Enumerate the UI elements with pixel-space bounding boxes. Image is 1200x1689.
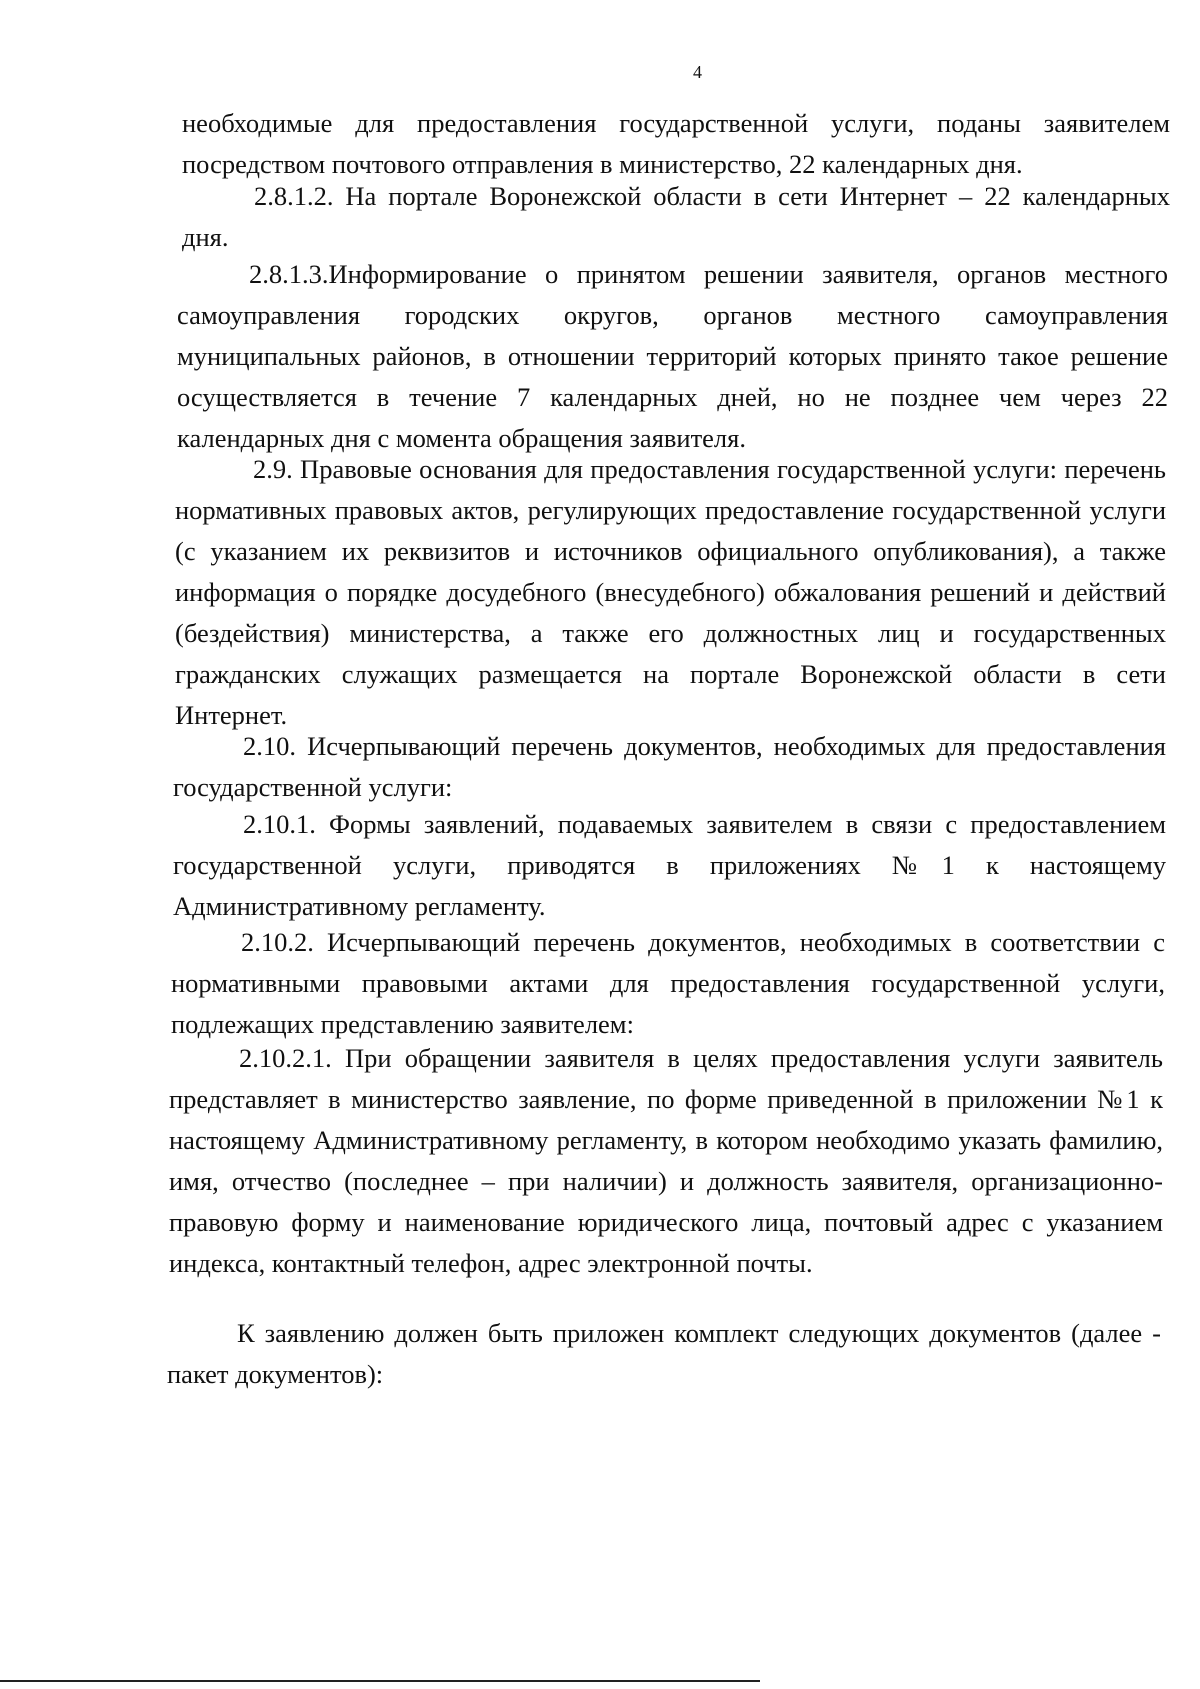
paragraph-2-10-2: 2.10.2. Исчерпывающий перечень документов, необходимых в соответствии с нормативными правовыми актами для предоставления государственной услуги, подлежащих представлению заявителем: [171,927,1165,1039]
paragraph-2-8-1-2: 2.8.1.2. На портале Воронежской области в сети Интернет – 22 календарных дня. [182,181,1170,252]
paragraph-2-10-2-1: 2.10.2.1. При обращении заявителя в целях предоставления услуги заявитель представляет в министерство заявление, по форме приведенной в приложении №1 к настоящему Административному регламенту, в котором необходимо указать фамилию, имя, отчество (последнее – при наличии) и должность заявителя, организационно-правовую форму и наименование юридического лица, почтовый адрес с указанием индекса, контактный телефон, адрес электронной почты. [169,1043,1163,1278]
page-number: 4 [693,62,702,82]
paragraph-2-10: 2.10. Исчерпывающий перечень документов, необходимых для предоставления государственной услуги: [173,731,1166,802]
bottom-edge-line [0,1680,760,1682]
paragraph-2-9: 2.9. Правовые основания для предоставления государственной услуги: перечень нормативных правовых актов, регулирующих предоставление государственной услуги (с указанием их реквизитов и источников официального опубликования), а также информация о порядке досудебного (внесудебного) обжалования решений и действий (бездействия) министерства, а также его должностных лиц и государственных гражданских служащих размещается на портале Воронежской области в сети Интернет. [175,454,1166,730]
paragraph-continuation: необходимые для предоставления государственной услуги, поданы заявителем посредством почтового отправления в министерство, 22 календарных дня. [182,108,1170,179]
paragraph-2-10-1: 2.10.1. Формы заявлений, подаваемых заявителем в связи с предоставлением государственной услуги, приводятся в приложениях №1 к настоящему Административному регламенту. [173,809,1166,921]
paragraph-document-package: К заявлению должен быть приложен комплект следующих документов (далее - пакет документов): [167,1318,1161,1389]
paragraph-2-8-1-3: 2.8.1.3.Информирование о принятом решении заявителя, органов местного самоуправления городских округов, органов местного самоуправления муниципальных районов, в отношении территорий которых принято такое решение осуществляется в течение 7 календарных дней, но не позднее чем через 22 календарных дня с момента обращения заявителя. [177,259,1168,453]
